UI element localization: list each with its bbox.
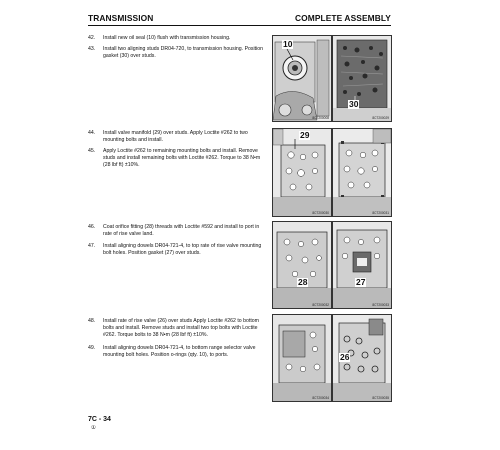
figure-code: 8CT200030 [312,211,329,215]
step-48: 48. Install rate of rise valve (26) over studs Apply Loctite #262 to bottom bolts and install. Remove studs and install two top bolts with Loctite #262. Torque bolts to 38 N•m (28 lbf ft) ±10%. [88,318,268,339]
callout-28: 28 [298,277,308,287]
figure-rate-of-rise-valve [272,314,332,402]
subsection-title: COMPLETE ASSEMBLY [294,13,391,23]
gasket-illustration [333,36,391,121]
figure-code: 8CT200029 [372,116,389,120]
step-43: 43. Install two aligning studs DR04-720, to transmission housing. Position gasket (30) over studs. [88,46,268,60]
step-text: Install aligning dowels DR04-721-4, to top rate of rise valve mounting bolt holes. Position gasket (27) over studs. [103,243,262,256]
step-42: 42. Install new oil seal (10) flush with transmission housing. [88,35,268,42]
figure-orifice-fitting-28 [272,221,332,309]
step-46: 46. Coat orifice fitting (28) threads with Loctite #592 and install to port in rate of rise valve land. [88,224,268,238]
step-text: Install rate of rise valve (26) over studs Apply Loctite #262 to bottom bolts and install. Remove studs and install two top bolts with Loctite #262. Torque bolts to 38 N•m (28 lbf ft) ±10%. [103,318,259,338]
callout-26: 26 [340,352,350,362]
valve-manifold-illustration [273,129,331,216]
step-47: 47. Install aligning dowels DR04-721-4, to top rate of rise valve mounting bolt holes. Position gasket (27) over studs. [88,243,268,257]
figure-code: 8CT200035 [372,396,389,400]
page-header [88,13,391,25]
step-text: Install aligning dowels DR04-721-4, to bottom range selector valve mounting bolt holes. Position o-rings (qty. 10), to ports. [103,345,256,358]
figure-valve-26 [332,314,392,402]
page-number: 7C - 34 [88,416,111,423]
step-45: 45. Apply Loctite #262 to remaining mounting bolts and install. Remove studs and install remaining bolts with Loctite #262. Torque to 38 N•m (28 lbf ft) ±10%. [88,148,268,169]
figure-gasket-30 [332,35,392,122]
step-text: Install valve manifold (29) over studs. Apply Loctite #262 to two mounting bolts and install. [103,130,248,143]
header-rule [88,25,391,26]
callout-27: 27 [356,277,366,287]
step-text: Apply Loctite #262 to remaining mounting bolts and install. Remove studs and install remaining bolts with Loctite #262. Torque to 38 N•m (28 lbf ft) ±10%. [103,148,261,168]
step-text: Coat orifice fitting (28) threads with Loctite #592 and install to port in rate of rise valve land. [103,224,260,237]
figure-mounting-bolts [332,128,392,217]
callout-30: 30 [349,99,359,109]
orifice-fitting-illustration [273,222,331,308]
figure-gasket-27 [332,221,392,309]
revision-mark: ① [91,425,96,431]
step-text: Install new oil seal (10) flush with transmission housing. [103,35,231,41]
gasket-27-illustration [333,222,391,308]
section-title: TRANSMISSION [88,13,154,23]
step-49: 49. Install aligning dowels DR04-721-4, to bottom range selector valve mounting bolt holes. Position o-rings (qty. 10), to ports. [88,345,268,359]
figure-oil-seal [272,35,332,122]
figure-code: 8CT200008 [312,116,329,120]
rate-of-rise-valve-illustration [273,315,331,401]
step-text: Install two aligning studs DR04-720, to transmission housing. Position gasket (30) over studs. [103,46,264,59]
mounting-bolts-illustration [333,129,391,216]
figure-code: 8CT200033 [372,303,389,307]
step-44: 44. Install valve manifold (29) over studs. Apply Loctite #262 to two mounting bolts and install. [88,130,268,144]
figure-code: 8CT200031 [372,211,389,215]
figure-code: 8CT200034 [312,396,329,400]
figure-code: 8CT200032 [312,303,329,307]
callout-29: 29 [300,130,310,140]
figure-valve-manifold-29 [272,128,332,217]
callout-10: 10 [283,39,293,49]
